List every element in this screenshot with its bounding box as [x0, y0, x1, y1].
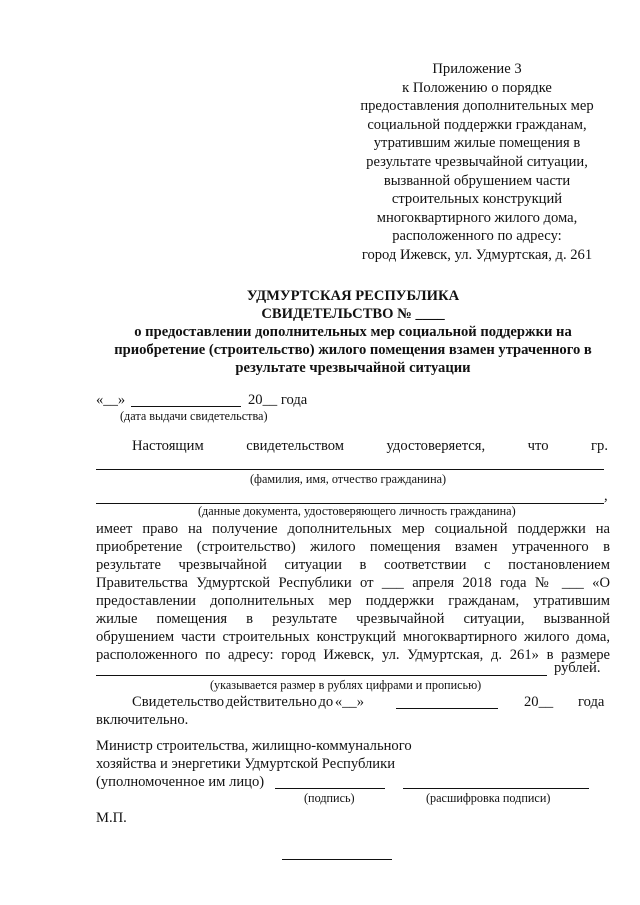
certify-word: свидетельством [246, 438, 345, 454]
signature-line [275, 788, 385, 789]
signature-caption: (подпись) [304, 791, 355, 805]
body-line: жилые помещения в результате чрезвычайной ситуации, вызванной [96, 611, 610, 627]
annex-line: к Положению о порядке [402, 79, 552, 96]
body-paragraph [96, 520, 610, 664]
issue-year: 20__ года [248, 392, 308, 408]
certify-word: гр. [591, 438, 608, 454]
identity-doc-caption: (данные документа, удостоверяющего личность гражданина) [198, 504, 516, 518]
body-line: результате чрезвычайной ситуации в соответствии с постановлением [96, 557, 610, 573]
issue-date-caption: (дата выдачи свидетельства) [120, 409, 268, 423]
validity-line [132, 694, 364, 711]
annex-line: утратившим жилые помещения в [373, 135, 581, 152]
annex-line: расположенного по адресу: [392, 228, 562, 245]
validity-word: «__» [334, 694, 364, 710]
issue-month-line [131, 406, 241, 407]
citizen-name-caption: (фамилия, имя, отчество гражданина) [250, 472, 447, 486]
validity-inclusive: включительно. [96, 712, 189, 728]
validity-word: до [318, 694, 334, 710]
validity-year-word: года [578, 694, 605, 710]
body-line: предоставлении дополнительных мер поддержки гражданам, утратившим [96, 593, 610, 609]
annex-line: социальной поддержки гражданам, [367, 116, 587, 133]
amount-caption: (указывается размер в рублях цифрами и прописью) [210, 678, 482, 692]
validity-word: действительно [225, 694, 317, 710]
annex-line: многоквартирного жилого дома, [376, 209, 578, 226]
certify-word: Настоящим [132, 438, 204, 454]
certify-word: что [527, 438, 549, 454]
document-heading [96, 287, 610, 377]
certify-word: удостоверяется, [386, 438, 486, 454]
minister-line: хозяйства и энергетики Удмуртской Республики [96, 756, 396, 772]
annex-line: предоставления дополнительных мер [360, 98, 594, 115]
body-line: Правительства Удмуртской Республики от ___ апреля 2018 года № ___ «О [96, 575, 610, 591]
annex-line: строительных конструкций [391, 191, 563, 208]
body-line: имеет право на получение дополнительных мер социальной поддержки на [96, 521, 610, 537]
annex-line: результате чрезвычайной ситуации, [366, 153, 588, 170]
subject-line: о предоставлении дополнительных мер социальной поддержки на [134, 324, 572, 340]
annex-line: город Ижевск, ул. Удмуртская, д. 261 [361, 246, 593, 263]
annex-line: Приложение 3 [432, 61, 522, 77]
minister-line: (уполномоченное им лицо) [96, 774, 265, 790]
validity-year: 20__ [524, 694, 554, 710]
annex-line: вызванной обрушением части [383, 172, 571, 189]
issue-day: «__» [96, 392, 126, 408]
amount-line [96, 675, 547, 676]
validity-month-line [396, 708, 498, 709]
identity-doc-comma: , [604, 488, 608, 504]
citizen-name-line [96, 469, 604, 470]
certify-line [132, 438, 608, 455]
amount-rubles: рублей. [554, 660, 601, 676]
subject-line: результате чрезвычайной ситуации [235, 360, 471, 376]
body-line: расположенного по адресу: город Ижевск, ул. Удмуртская, д. 261» в размере [96, 647, 610, 663]
minister-line: Министр строительства, жилищно-коммунального [96, 738, 412, 754]
stamp-mark: М.П. [96, 810, 127, 826]
certificate-title: СВИДЕТЕЛЬСТВО № ____ [261, 306, 445, 322]
footer-rule [282, 859, 392, 860]
subject-line: приобретение (строительство) жилого помещения взамен утраченного в [114, 342, 592, 358]
validity-word: Свидетельство [132, 694, 225, 710]
signature-decode-line [403, 788, 589, 789]
annex-block [352, 60, 602, 265]
republic-title: УДМУРТСКАЯ РЕСПУБЛИКА [246, 288, 460, 304]
signature-decode-caption: (расшифровка подписи) [426, 791, 551, 805]
body-line: обрушением части строительных конструкций многоквартирного жилого дома, [96, 629, 610, 645]
body-line: приобретение (строительство) жилого помещения взамен утраченного в [96, 539, 610, 555]
